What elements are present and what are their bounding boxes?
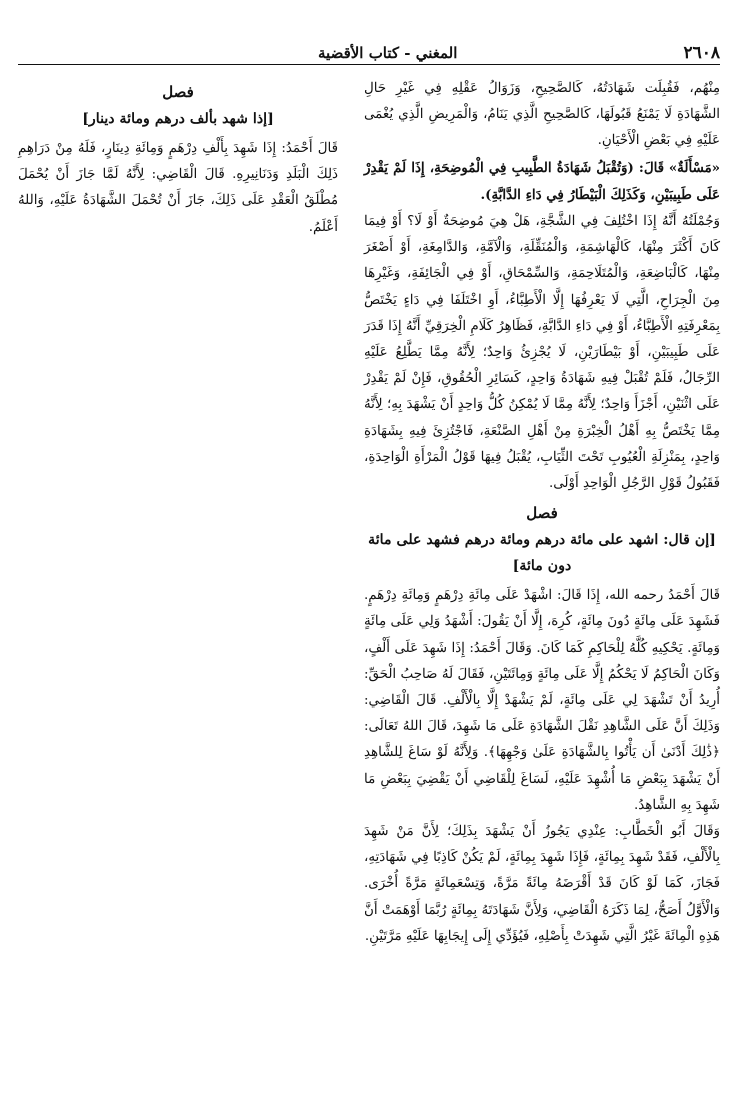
fasl-heading: فصل (526, 504, 558, 523)
masala-text: قَالَ: (وَتُقْبَلُ شَهَادَةُ الطَّبِيبِ فِي الْمُوضِحَةِ، إِذَا لَمْ يَقْدِرْ عَلَى طَبِيبَيْنِ، وَكَذَلِكَ الْبَيْطَارُ فِي دَاءِ الدَّابَّةِ). (364, 159, 720, 203)
masala-paragraph (364, 155, 720, 209)
running-title: المغني - كتاب الأقضية (318, 44, 458, 62)
body-paragraph: قَالَ أَحْمَدُ: إِذَا شَهِدَ بِأَلْفِ دِرْهَمٍ وَمِائَةِ دِينَارٍ، فَلَهُ مِنْ دَرَاهِمِ ذَلِكَ الْبَلَدِ وَدَنَانِيرِهِ. قَالَ الْقَاضِي: لِأَنَّهُ لَمَّا جَازَ أَنْ يُحْمَلَ مُطْلَقُ الْعَقْدِ عَلَى ذَلِكَ، جَازَ أَنْ تُحْمَلَ الشَّهَادَةُ عَلَيْهِ، وَاللهُ أَعْلَمُ. (18, 141, 338, 235)
section-title: [إذا شهد بألف درهم ومائة دينار] (82, 111, 274, 127)
page-header (18, 38, 720, 65)
right-column (364, 76, 720, 950)
explanation-paragraph: وَجُمْلَتُهُ أَنَّهُ إِذَا اخْتُلِفَ فِي الشَّجَّةِ، هَلْ هِيَ مُوضِحَةٌ أَوْ لَا؟ أَوْ فِيمَا كَانَ أَكْثَرَ مِنْهَا، كَالْهَاشِمَةِ، وَالْمُنَقِّلَةِ، وَالْآمَّةِ، وَالدَّامِغَةِ، أَوْ أَصْغَرَ مِنْهَا، كَالْبَاضِعَةِ، وَالْمُتَلَاحِمَةِ، وَالسِّمْحَاقِ، أَوْ فِي الْجَائِفَةِ، وَغَيْرِهَا مِنَ الْجِرَاحِ، الَّتِي لَا يَعْرِفُهَا إِلَّا الْأَطِبَّاءُ، أَوِ اخْتَلَفَا فِي دَاءٍ يَخْتَصُّ بِمَعْرِفَتِهِ الْأَطِبَّاءُ، أَوْ فِي دَاءِ الدَّابَّةِ، فَظَاهِرُ كَلَامِ الْخِرَقِيِّ أَنَّهُ إِذَا قَدَرَ عَلَى طَبِيبَيْنِ، أَوْ بَيْطَارَيْنِ، لَا يُجْزِئُ وَاحِدٌ؛ لِأَنَّهُ مِمَّا يَطَّلِعُ عَلَيْهِ الرِّجَالُ، فَلَمْ تُقْبَلْ فِيهِ شَهَادَةُ وَاحِدٍ، كَسَائِرِ الْحُقُوقِ، فَإِنْ لَمْ يَقْدِرْ عَلَى اثْنَيْنِ، أَجْزَأَ وَاحِدٌ؛ لِأَنَّهُ مِمَّا لَا يُمْكِنُ كُلُّ وَاحِدٍ أَنْ يَشْهَدَ بِهِ؛ لِأَنَّهُ مِمَّا يَخْتَصُّ بِهِ أَهْلُ الْخِبْرَةِ مِنْ أَهْلِ الصَّنْعَةِ، فَاجْتُزِئَ فِيهِ بِشَهَادَةِ وَاحِدٍ، بِمَنْزِلَةِ الْعُيُوبِ تَحْتَ الثِّيَابِ، يُقْبَلُ فِيهَا قَوْلُ الْمَرْأَةِ الْوَاحِدَةِ، فَقَبُولُ قَوْلِ الرَّجُلِ الْوَاحِدِ أَوْلَى. (364, 214, 720, 492)
fasl-heading: فصل (162, 83, 194, 101)
section-title: [إن قال: اشهد على مائة درهم ومائة درهم فشهد على مائة دون مائة] (368, 532, 716, 575)
body-paragraph: وَقَالَ أَبُو الْخَطَّابِ: عِنْدِي يَجُوزُ أَنْ يَشْهَدَ بِذَلِكَ؛ لِأَنَّ مَنْ شَهِدَ بِالْأَلْفِ، فَقَدْ شَهِدَ بِمِائَةٍ، فَإِذَا شَهِدَ بِمِائَةٍ، لَمْ يَكُنْ كَاذِبًا فِي شَهَادَتِهِ، فَجَازَ، كَمَا لَوْ كَانَ قَدْ أَقْرَضَهُ مِائَةً مَرَّةً، وَتِسْعَمِائَةٍ مَرَّةً أُخْرَى. وَالْأَوَّلُ أَصَحُّ، لِمَا ذَكَرَهُ الْقَاضِي، وَلِأَنَّ شَهَادَتَهُ بِمِائَةٍ رُبَّمَا أَوْهَمَتْ أَنَّ هَذِهِ الْمِائَةَ غَيْرُ الَّتِي شَهِدَتْ بِأَصْلِهِ، فَيُؤَدِّي إِلَى إِيجَابِهَا عَلَيْهِ مَرَّتَيْنِ. (364, 824, 720, 944)
page-number: ٢٦٠٨ (683, 43, 720, 63)
body-paragraph: قَالَ أَحْمَدُ رحمه الله، إِذَا قَالَ: اشْهَدْ عَلَى مِائَةِ دِرْهَمٍ وَمِائَةِ دِرْهَمٍ. فَشَهِدَ عَلَى مِائَةٍ دُونَ مِائَةٍ، كُرِهَ، إِلَّا أَنْ يَقُولَ: أَشْهَدُ وَلِي عَلَى مِائَةٍ وَمِائَةٍ. يَحْكِيهِ كُلَّهُ لِلْحَاكِمِ كَمَا كَانَ. وَقَالَ أَحْمَدُ: إِذَا شَهِدَ عَلَى أَلْفٍ، وَكَانَ الْحَاكِمُ لَا يَحْكُمُ إِلَّا عَلَى مِائَةٍ وَمِائَتَيْنِ، فَقَالَ لَهُ صَاحِبُ الْحَقِّ: أُرِيدُ أَنْ تَشْهَدَ لِي عَلَى مِائَةٍ، لَمْ يَشْهَدْ إِلَّا بِالْأَلْفِ. قَالَ الْقَاضِي: وَذَلِكَ أَنَّ عَلَى الشَّاهِدِ نَقْلَ الشَّهَادَةِ عَلَى مَا شَهِدَ، قَالَ اللهُ تَعَالَى: ﴿ذَٰلِكَ أَدْنَىٰ أَن يَأْتُوا بِالشَّهَادَةِ عَلَىٰ وَجْهِهَا﴾. وَلِأَنَّهُ لَوْ سَاغَ لِلشَّاهِدِ أَنْ يَشْهَدَ بِبَعْضِ مَا أُشْهِدَ عَلَيْهِ، لَسَاغَ لِلْقَاضِي أَنْ يَقْضِيَ بِبَعْضِ مَا شَهِدَ بِهِ الشَّاهِدُ. (364, 588, 720, 813)
left-column (18, 76, 338, 241)
continuation-paragraph: مِنْهُم، فَقُبِلَت شَهَادَتُهُ، كَالصَّحِيحِ، وَزَوَالُ عَقْلِهِ فِي غَيْرِ حَالِ الشَّهَادَةِ لَا يَمْنَعُ قَبُولَهَا، كَالصَّحِيحِ الَّذِي يَنَامُ، وَالْمَرِيضِ الَّذِي يُغْمَى عَلَيْهِ فِي بَعْضِ الْأَحْيَانِ. (364, 81, 720, 149)
masala-label: «مَسْأَلَةٌ» (668, 159, 721, 176)
